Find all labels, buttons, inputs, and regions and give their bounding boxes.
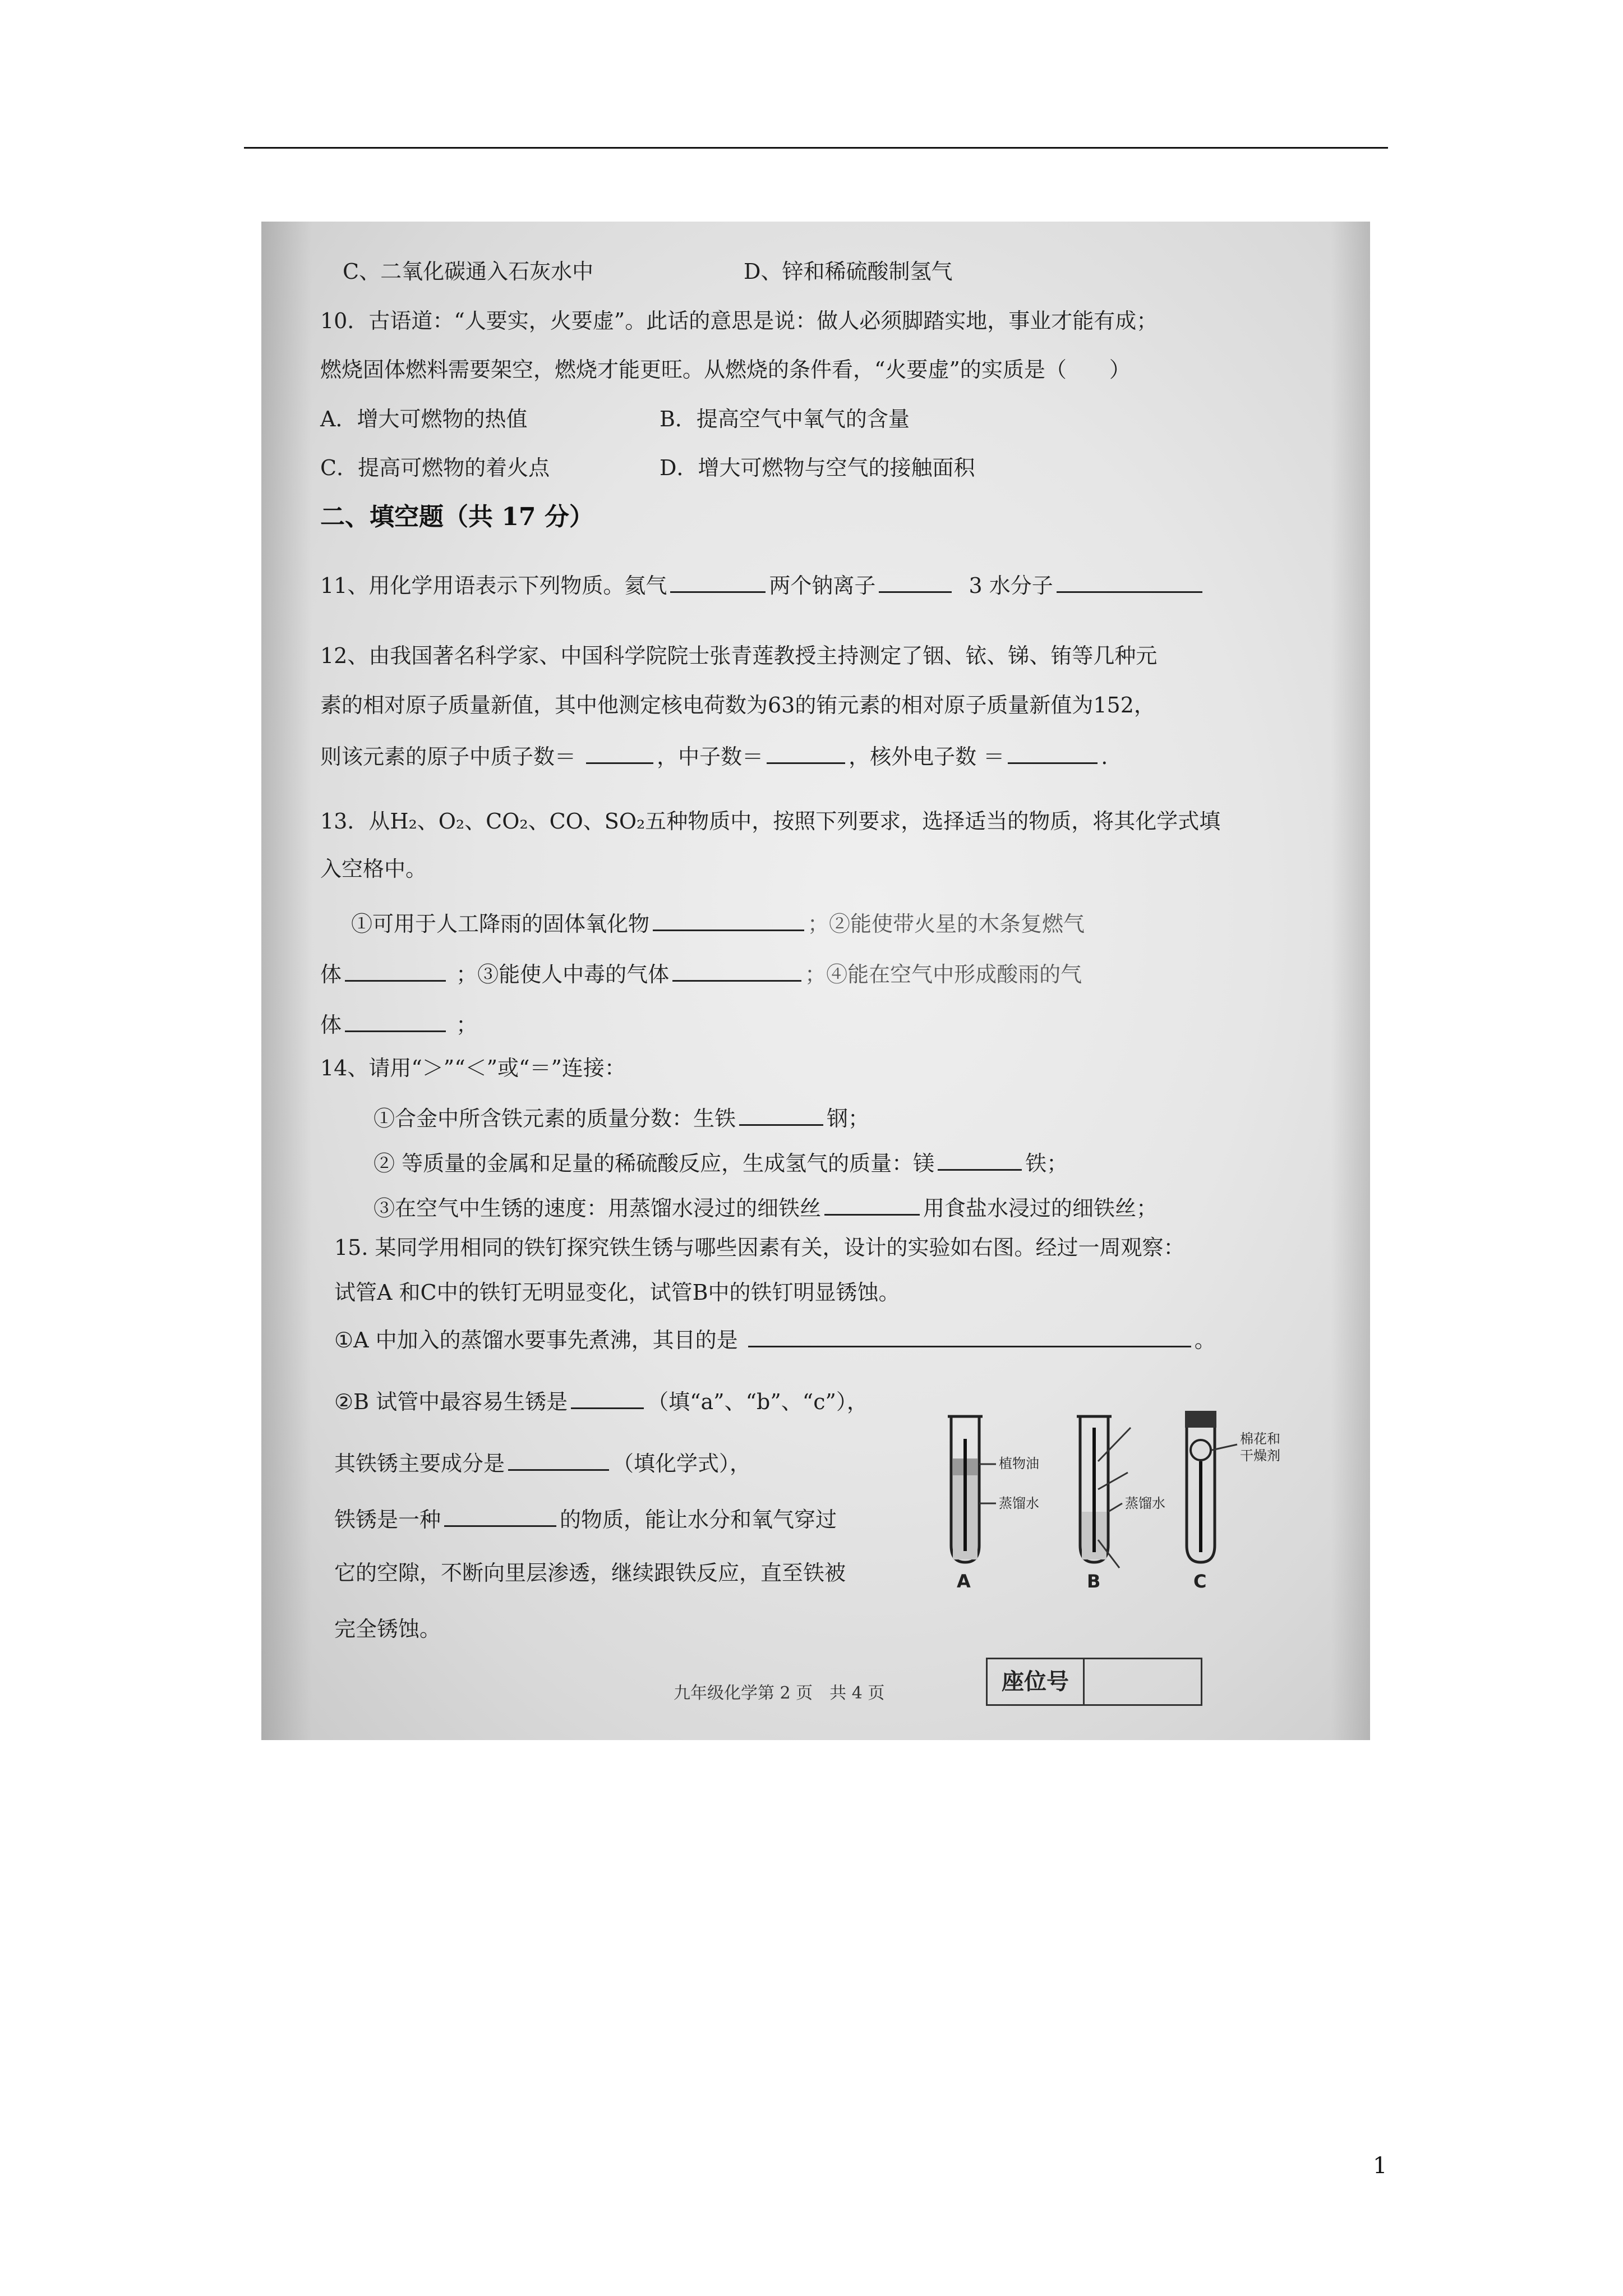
question-11: 11、用化学用语表示下列物质。氦气 两个钠离子 3 水分子 [320,572,1206,596]
question-13-line-1: 13．从H₂、O₂、CO₂、CO、SO₂五种物质中，按照下列要求，选择适当的物质，将其化学式填 [320,809,1221,834]
header-rule [244,147,1388,149]
question-15-line-8: 完全锈蚀。 [334,1617,441,1641]
question-15-line-1: 15. 某同学用相同的铁钉探究铁生锈与哪些因素有关，设计的实验如右图。经过一周观察： [334,1235,1185,1260]
label-desiccant: 干燥剂 [1240,1448,1280,1464]
page-number: 1 [1373,2153,1387,2179]
page-footer: 九年级化学第 2 页 共 4 页 [674,1683,885,1703]
question-13-line-3: ①可用于人工降雨的固体氧化物 ；②能使带火星的木条复燃气 [351,912,1085,936]
question-15-line-5: 其铁锈主要成分是 （填化学式）， [334,1451,751,1476]
tube-label-c: C [1193,1571,1207,1592]
question-10-line-1: 10．古语道：“人要实，火要虚”。此话的意思是说：做人必须脚踏实地，事业才能有成； [320,309,1158,333]
label-vegetable-oil: 植物油 [999,1456,1039,1471]
tube-label-b: B [1087,1571,1101,1592]
question-12-line-1: 12、由我国著名科学家、中国科学院院士张青莲教授主持测定了铟、铱、锑、铕等几种元 [320,643,1158,668]
question-12-line-3: 则该元素的原子中质子数＝ ，中子数＝ ，核外电子数 ＝ . [320,744,1108,769]
label-distilled-water-b: 蒸馏水 [1125,1496,1165,1511]
label-distilled-water-a: 蒸馏水 [999,1496,1039,1511]
question-13-line-2: 入空格中。 [320,857,427,881]
option-d-line: D、锌和稀硫酸制氢气 [744,259,953,284]
question-14-line-4: ③在空气中生锈的速度：用蒸馏水浸过的细铁丝 用食盐水浸过的细铁丝； [374,1196,1158,1221]
question-15-line-3: ①A 中加入的蒸馏水要事先煮沸，其目的是 。 [334,1328,1216,1352]
label-cotton: 棉花和 [1240,1431,1280,1447]
question-14-line-3: ② 等质量的金属和足量的稀硫酸反应，生成氢气的质量：镁 铁； [374,1151,1068,1176]
test-tube-figure [934,1405,1316,1596]
question-12-line-2: 素的相对原子质量新值，其中他测定核电荷数为63的铕元素的相对原子质量新值为152， [320,693,1155,717]
seat-number-box [986,1658,1202,1706]
scanned-photo [261,222,1370,1740]
question-10-option-b: B．提高空气中氧气的含量 [660,407,910,431]
question-10-option-a: A．增大可燃物的热值 [320,407,528,431]
question-10-option-c: C．提高可燃物的着火点 [320,455,550,480]
question-15-line-4: ②B 试管中最容易生锈是 （填“a”、“b”、“c”）， [334,1389,868,1414]
question-15-line-2: 试管A 和C中的铁钉无明显变化，试管B中的铁钉明显锈蚀。 [334,1280,900,1305]
question-13-line-4: 体 ；③能使人中毒的气体 ；④能在空气中形成酸雨的气 [320,962,1082,987]
option-c-line: C、二氧化碳通入石灰水中 [343,259,594,284]
question-15-line-7: 它的空隙，不断向里层渗透，继续跟铁反应，直至铁被 [334,1561,846,1585]
section-2-heading: 二、填空题（共 17 分） [320,503,594,531]
question-13-line-5: 体 ； [320,1013,478,1037]
tube-label-a: A [957,1571,971,1592]
question-14-line-1: 14、请用“＞”“＜”或“＝”连接： [320,1056,626,1080]
seat-number-label: 座位号 [988,1659,1085,1704]
question-14-line-2: ①合金中所含铁元素的质量分数：生铁 钢； [374,1106,870,1131]
question-15-line-6: 铁锈是一种 的物质，能让水分和氧气穿过 [334,1507,837,1532]
question-10-line-2: 燃烧固体燃料需要架空，燃烧才能更旺。从燃烧的条件看，“火要虚”的实质是（ ） [320,357,1131,382]
question-10-option-d: D．增大可燃物与空气的接触面积 [660,455,975,480]
